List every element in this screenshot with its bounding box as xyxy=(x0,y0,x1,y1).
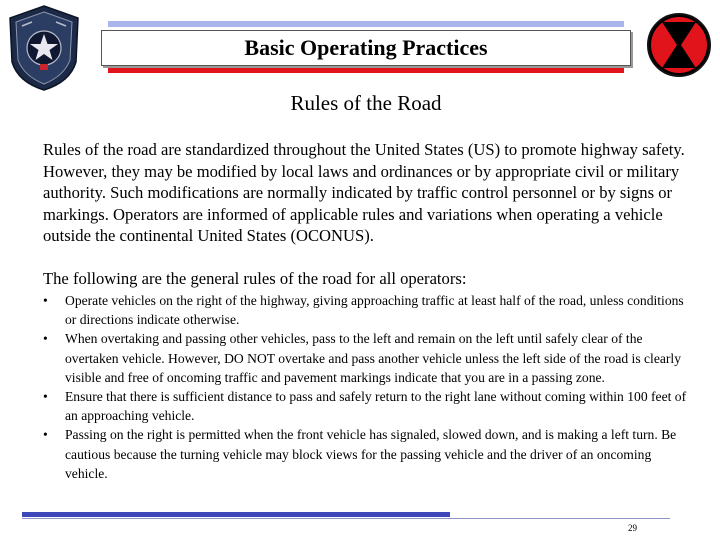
list-item xyxy=(43,329,693,387)
rules-heading: The following are the general rules of the road for all operators: xyxy=(43,269,467,288)
bullet-icon: • xyxy=(43,331,48,347)
bullet-icon: • xyxy=(43,293,48,308)
rules-list xyxy=(43,291,693,483)
list-item xyxy=(43,291,693,329)
bullet-icon: • xyxy=(43,389,48,405)
footer-rule xyxy=(22,518,670,519)
rule-text: Operate vehicles on the right of the highway, giving approaching traffic at least half of the road, unless conditions or directions indicate otherwise. xyxy=(65,293,684,328)
bullet-icon: • xyxy=(43,427,48,443)
rule-text: Passing on the right is permitted when the front vehicle has signaled, slowed down, and is making a left turn. Be cautious because the turning vehicle may block views for the passing vehicle and the driver of an oncoming vehicle. xyxy=(65,427,677,481)
list-item xyxy=(43,425,693,483)
rule-text: Ensure that there is sufficient distance to pass and safely return to the right lane without coming within 100 feet of an approaching vehicle. xyxy=(65,389,687,424)
hourglass-patch-icon xyxy=(646,12,712,78)
header-top-bar xyxy=(108,21,624,27)
unit-crest-icon xyxy=(6,4,82,92)
intro-paragraph: Rules of the road are standardized throughout the United States (US) to promote highway safety. However, they may be modified by local laws and ordinances or by appropriate civil or military authority. Such modifications are normally indicated by traffic control personnel or by signs or markings. Operators are informed of applicable rules and variations when operating a vehicle outside the continental United States (OCONUS). xyxy=(43,140,685,245)
rule-text: When overtaking and passing other vehicles, pass to the left and remain on the left until safely clear of the overtaken vehicle. However, DO NOT overtake and pass another vehicle unless the left side of the road is clearly visible and free of oncoming traffic and pavement markings indicate that you are in a passing zone. xyxy=(65,331,681,385)
header-red-bar xyxy=(108,68,624,73)
list-item xyxy=(43,387,693,425)
section-subtitle: Rules of the Road xyxy=(290,91,442,115)
slide-title: Basic Operating Practices xyxy=(101,30,631,66)
page-number: 29 xyxy=(628,523,637,533)
footer-blue-bar xyxy=(22,512,450,517)
